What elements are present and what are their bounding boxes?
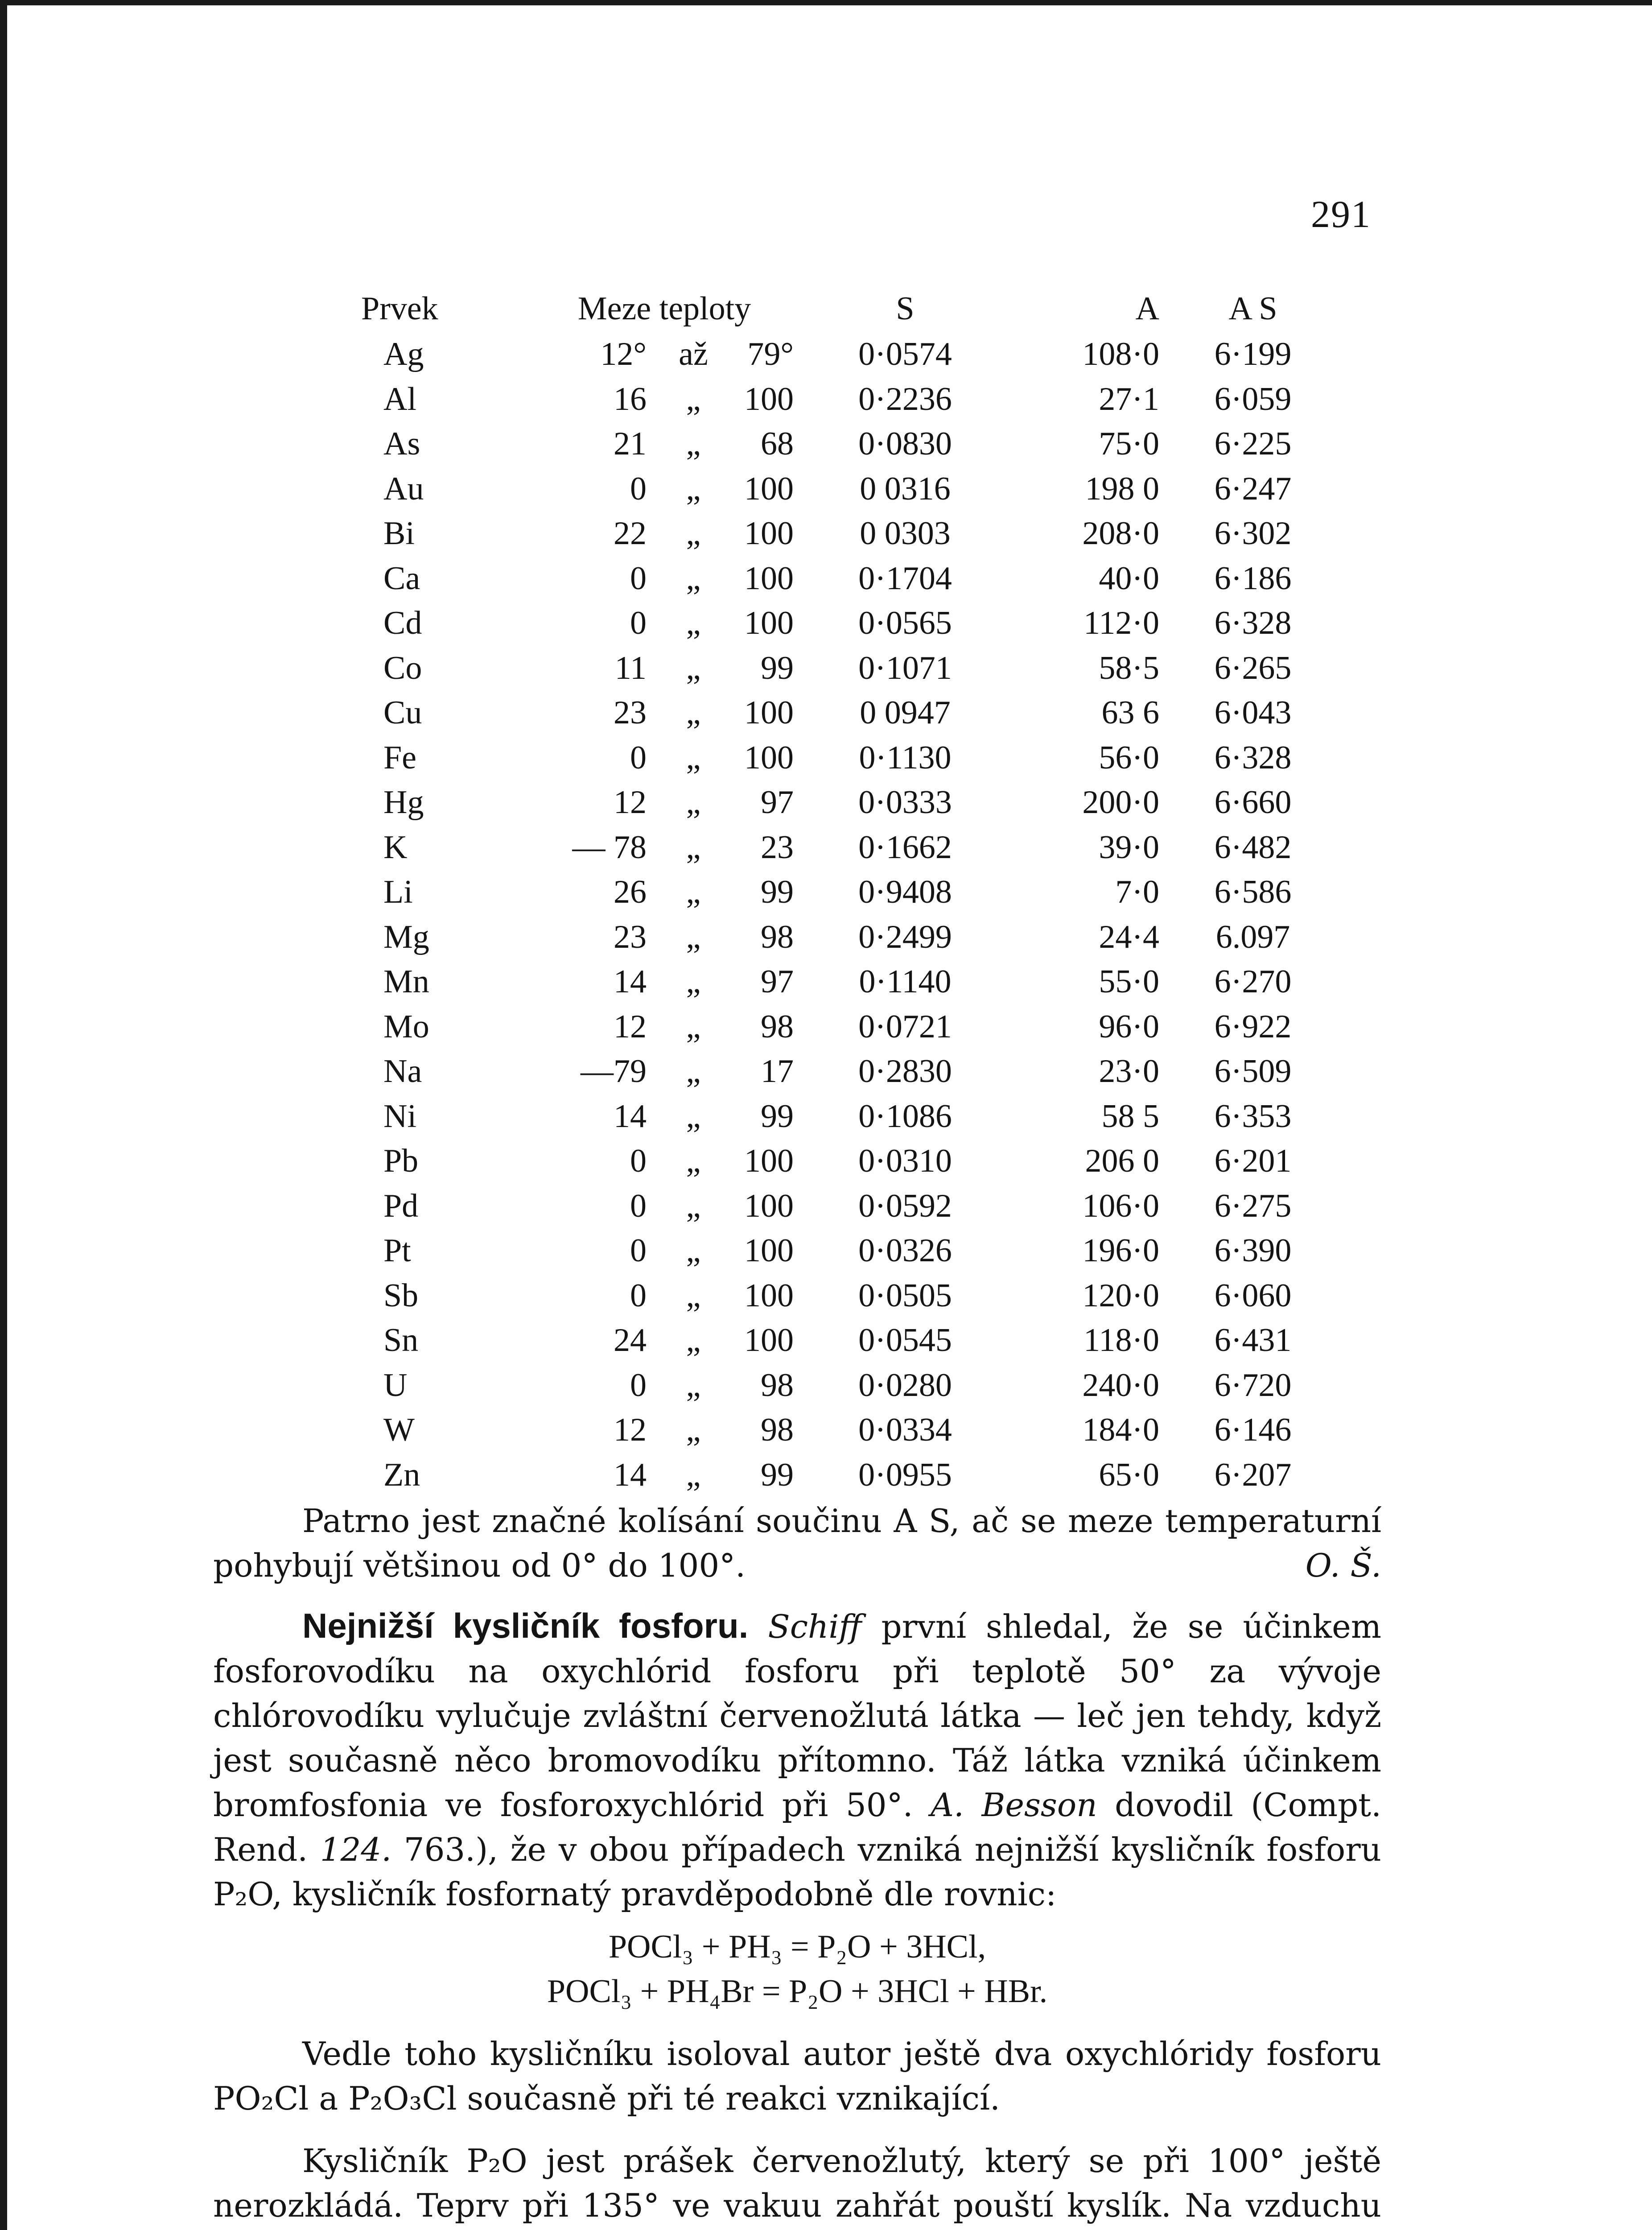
ditto-mark: „ bbox=[686, 1367, 701, 1404]
temp-high: 99 bbox=[761, 649, 794, 686]
atomic-heat: 6·060 bbox=[1214, 1277, 1292, 1314]
atomic-heat: 6.097 bbox=[1215, 918, 1290, 955]
table-row bbox=[339, 1318, 1333, 1363]
atomic-weight: 63 6 bbox=[1101, 694, 1159, 731]
table-row bbox=[339, 1049, 1333, 1094]
table-row bbox=[339, 1273, 1333, 1318]
atomic-weight: 198 0 bbox=[1085, 470, 1159, 507]
paragraph-lowest-oxide bbox=[213, 1603, 1381, 1916]
temp-high: 100 bbox=[744, 739, 794, 776]
specific-heat: 0·1130 bbox=[859, 739, 952, 776]
element-symbol: Hg bbox=[383, 784, 424, 821]
section-heading: Nejnižší kysličník fosforu. bbox=[302, 1606, 749, 1645]
ditto-mark: „ bbox=[686, 1322, 701, 1359]
atomic-heat: 6·275 bbox=[1214, 1187, 1292, 1224]
ditto-mark: „ bbox=[686, 739, 701, 776]
temp-low: 0 bbox=[630, 1367, 647, 1404]
ditto-mark: „ bbox=[686, 1053, 701, 1090]
ditto-mark: „ bbox=[686, 470, 701, 507]
paragraph-text: 763.), že v obou případech vzniká nejnižší kysličník fosforu P₂O, kysličník fosfornatý pravděpodobně dle rovnic: bbox=[213, 1831, 1382, 1913]
specific-heat: 0·0592 bbox=[858, 1187, 952, 1224]
header-element: Prvek bbox=[361, 290, 438, 327]
element-symbol: Fe bbox=[383, 739, 416, 776]
atomic-heat: 6·353 bbox=[1214, 1098, 1292, 1135]
temp-high: 97 bbox=[761, 784, 794, 821]
author-signature: O. Š. bbox=[1305, 1547, 1381, 1584]
author-besson: A. Besson bbox=[931, 1786, 1097, 1824]
temp-low: 11 bbox=[614, 649, 647, 686]
atomic-weight: 58·5 bbox=[1099, 649, 1159, 686]
temp-high: 100 bbox=[744, 380, 794, 417]
table-row bbox=[339, 1004, 1333, 1049]
atomic-heat: 6·482 bbox=[1214, 829, 1292, 866]
element-symbol: Pd bbox=[383, 1187, 419, 1224]
element-symbol: Bi bbox=[383, 515, 415, 552]
page-border-top bbox=[0, 0, 1652, 5]
element-symbol: Ca bbox=[383, 560, 420, 597]
temp-high: 23 bbox=[761, 829, 794, 866]
atomic-weight: 184·0 bbox=[1082, 1412, 1159, 1449]
specific-heat: 0·0326 bbox=[858, 1232, 952, 1269]
specific-heat: 0·1140 bbox=[859, 963, 952, 1000]
atomic-heat: 6·059 bbox=[1214, 380, 1292, 417]
element-symbol: Mg bbox=[383, 918, 429, 955]
specific-heat: 0·1662 bbox=[858, 829, 952, 866]
table-row bbox=[339, 1453, 1333, 1498]
specific-heat: 0·0565 bbox=[858, 605, 952, 642]
atomic-heat: 6·199 bbox=[1214, 336, 1292, 373]
ditto-mark: „ bbox=[686, 963, 701, 1000]
atomic-weight: 65·0 bbox=[1099, 1456, 1159, 1493]
atomic-heat: 6·922 bbox=[1214, 1008, 1292, 1045]
ditto-mark: „ bbox=[686, 694, 701, 731]
element-symbol: Pb bbox=[383, 1143, 419, 1180]
atomic-weight: 120·0 bbox=[1082, 1277, 1159, 1314]
paragraph-p2o-properties: Kysličník P₂O jest prášek červenožlutý, který se při 100° ještě nerozkládá. Teprv při 135° ve vakuu zahřát pouští kyslík. Na vzduchu bbox=[213, 2142, 1381, 2224]
specific-heat: 0·2830 bbox=[858, 1053, 952, 1090]
table-row bbox=[339, 735, 1333, 780]
specific-heat: 0·0505 bbox=[858, 1277, 952, 1314]
temp-high: 98 bbox=[761, 1008, 794, 1045]
author-schiff: Schiff bbox=[768, 1608, 862, 1645]
specific-heat: 0·2499 bbox=[858, 918, 952, 955]
specific-heat: 0·0334 bbox=[858, 1412, 952, 1449]
element-symbol: Li bbox=[383, 874, 413, 911]
element-symbol: K bbox=[383, 829, 408, 866]
ditto-mark: „ bbox=[686, 560, 701, 597]
element-symbol: As bbox=[383, 425, 420, 463]
atomic-heat: 6·186 bbox=[1214, 560, 1292, 597]
table-row bbox=[339, 870, 1333, 915]
temp-low: 23 bbox=[614, 694, 647, 731]
temp-low: 14 bbox=[614, 1456, 647, 1493]
header-temperature-range: Meze teploty bbox=[577, 290, 751, 327]
element-symbol: U bbox=[383, 1367, 408, 1404]
paragraph-text: první shledal, že se účinkem fosforovodíku na oxychlórid fosforu při teplotě 50° za vývoje chlórovodíku vylučuje zvláštní červenožlutá látka — leč jen tehdy, když jest současně něco bromovodíku přítomno. Táž látka vzniká účinkem bromfosfonia ve fosforoxychlórid při 50°. bbox=[213, 1608, 1381, 1824]
equation-2: POCl₃ + PH₄Br = P₂O + 3HCl + HBr. bbox=[547, 1973, 1048, 2010]
atomic-heat: 6·247 bbox=[1214, 470, 1292, 507]
temp-low: 14 bbox=[614, 963, 647, 1000]
temp-low: 26 bbox=[614, 874, 647, 911]
temp-low: 14 bbox=[614, 1098, 647, 1135]
atomic-weight: 7·0 bbox=[1115, 874, 1159, 911]
element-symbol: Au bbox=[383, 470, 424, 507]
element-symbol: W bbox=[383, 1412, 415, 1449]
atomic-heat: 6·720 bbox=[1214, 1367, 1292, 1404]
temp-high: 79° bbox=[747, 336, 794, 373]
ditto-mark: „ bbox=[686, 784, 701, 821]
atomic-heat: 6·225 bbox=[1214, 425, 1292, 463]
specific-heat: 0·1086 bbox=[858, 1098, 952, 1135]
temp-low: 0 bbox=[630, 1187, 647, 1224]
paragraph-oxychlorides: Vedle toho kysličníku isoloval autor ještě dva oxychlóridy fosforu PO₂Cl a P₂O₃Cl současně při té reakci vznikající. bbox=[213, 2035, 1381, 2117]
specific-heat: 0 0316 bbox=[860, 470, 951, 507]
element-symbol: Na bbox=[383, 1053, 422, 1090]
temp-high: 17 bbox=[761, 1053, 794, 1090]
ditto-mark: „ bbox=[686, 380, 701, 417]
atomic-weight: 96·0 bbox=[1099, 1008, 1159, 1045]
table-row bbox=[339, 1094, 1333, 1139]
element-symbol: Ni bbox=[383, 1098, 416, 1135]
table-row bbox=[339, 825, 1333, 870]
paragraph-text: Patrno jest značné kolísání součinu A S, ač se meze temperaturní pohybují většinou od 0° do 100°. bbox=[213, 1502, 1381, 1584]
temp-low: 23 bbox=[614, 918, 647, 955]
atomic-weight: 240·0 bbox=[1082, 1367, 1159, 1404]
specific-heat: 0·0280 bbox=[858, 1367, 952, 1404]
atomic-heat: 6·265 bbox=[1214, 649, 1292, 686]
temp-low: 12 bbox=[614, 784, 647, 821]
temp-high: 100 bbox=[744, 1232, 794, 1269]
table-row bbox=[339, 467, 1333, 512]
specific-heat: 0·9408 bbox=[858, 874, 952, 911]
temp-low: 12 bbox=[614, 1008, 647, 1045]
page-border-left bbox=[0, 0, 7, 2230]
atomic-weight: 56·0 bbox=[1099, 739, 1159, 776]
ditto-mark: „ bbox=[686, 605, 701, 642]
page-number: 291 bbox=[1311, 193, 1371, 235]
element-symbol: Pt bbox=[383, 1232, 411, 1269]
atomic-weight: 196·0 bbox=[1082, 1232, 1159, 1269]
ditto-mark: „ bbox=[686, 918, 701, 955]
table-row bbox=[339, 690, 1333, 735]
temp-low: 0 bbox=[630, 605, 647, 642]
element-symbol: Ag bbox=[383, 336, 424, 373]
atomic-weight: 206 0 bbox=[1085, 1143, 1159, 1180]
volume-number: 124. bbox=[320, 1831, 392, 1868]
table-row bbox=[339, 915, 1333, 960]
temp-low: — 78 bbox=[572, 829, 647, 866]
ditto-mark: „ bbox=[686, 1232, 701, 1269]
ditto-mark: „ bbox=[686, 1187, 701, 1224]
table-row bbox=[339, 646, 1333, 691]
atomic-heat: 6·270 bbox=[1214, 963, 1292, 1000]
atomic-heat: 6·328 bbox=[1214, 739, 1292, 776]
table-row bbox=[339, 780, 1333, 825]
atomic-heat: 6·660 bbox=[1214, 784, 1292, 821]
atomic-weight: 40·0 bbox=[1099, 560, 1159, 597]
atomic-heat: 6·390 bbox=[1214, 1232, 1292, 1269]
element-symbol: Sb bbox=[383, 1277, 419, 1314]
temp-low: 0 bbox=[630, 1232, 647, 1269]
element-symbol: Zn bbox=[383, 1456, 420, 1493]
paragraph-product-variation bbox=[213, 1499, 1381, 1588]
specific-heat: 0·0574 bbox=[858, 336, 952, 373]
temp-low: 22 bbox=[614, 515, 647, 552]
temp-high: 100 bbox=[744, 1322, 794, 1359]
atomic-weight: 118·0 bbox=[1083, 1322, 1159, 1359]
specific-heat: 0 0303 bbox=[860, 515, 951, 552]
temp-high: 97 bbox=[761, 963, 794, 1000]
specific-heat: 0·0955 bbox=[858, 1456, 952, 1493]
element-symbol: Cd bbox=[383, 605, 422, 642]
atomic-heat: 6·207 bbox=[1214, 1456, 1292, 1493]
temp-high: 98 bbox=[761, 918, 794, 955]
table-row bbox=[339, 1408, 1333, 1453]
table-row bbox=[339, 421, 1333, 467]
atomic-weight: 75·0 bbox=[1099, 425, 1159, 463]
element-symbol: Mo bbox=[383, 1008, 429, 1045]
atomic-heat: 6·509 bbox=[1214, 1053, 1292, 1090]
element-symbol: Al bbox=[383, 380, 416, 417]
atomic-weight: 108·0 bbox=[1082, 336, 1159, 373]
table-row bbox=[339, 1363, 1333, 1408]
temp-high: 100 bbox=[744, 560, 794, 597]
table-row bbox=[339, 1228, 1333, 1273]
ditto-mark: „ bbox=[686, 649, 701, 686]
element-symbol: Sn bbox=[383, 1322, 419, 1359]
atomic-weight: 55·0 bbox=[1099, 963, 1159, 1000]
specific-heat: 0·0830 bbox=[858, 425, 952, 463]
temp-high: 98 bbox=[761, 1367, 794, 1404]
ditto-mark: „ bbox=[686, 874, 701, 911]
temp-high: 100 bbox=[744, 470, 794, 507]
temp-low: 0 bbox=[630, 470, 647, 507]
temp-high: 100 bbox=[744, 1143, 794, 1180]
atomic-weight: 58 5 bbox=[1101, 1098, 1159, 1135]
table-row bbox=[339, 511, 1333, 556]
ditto-mark: „ bbox=[686, 1143, 701, 1180]
ditto-mark: „ bbox=[686, 425, 701, 463]
specific-heat: 0·0721 bbox=[858, 1008, 952, 1045]
header-as: A S bbox=[1228, 290, 1277, 327]
table-row bbox=[339, 1184, 1333, 1229]
table-row bbox=[339, 332, 1333, 377]
table-row bbox=[339, 556, 1333, 601]
atomic-weight: 27·1 bbox=[1099, 380, 1159, 417]
temp-low: 0 bbox=[630, 1143, 647, 1180]
specific-heat: 0·2236 bbox=[858, 380, 952, 417]
temp-high: 68 bbox=[761, 425, 794, 463]
specific-heat: 0·0333 bbox=[858, 784, 952, 821]
specific-heat: 0·0310 bbox=[858, 1143, 952, 1180]
table-body bbox=[339, 332, 1333, 1497]
temp-low: 0 bbox=[630, 560, 647, 597]
element-symbol: Co bbox=[383, 649, 422, 686]
atomic-heat: 6·043 bbox=[1214, 694, 1292, 731]
temp-high: 98 bbox=[761, 1412, 794, 1449]
atomic-heat: 6·431 bbox=[1214, 1322, 1292, 1359]
atomic-heat: 6·201 bbox=[1214, 1143, 1292, 1180]
ditto-mark: „ bbox=[686, 1412, 701, 1449]
temp-low: —79 bbox=[581, 1053, 647, 1090]
table-row bbox=[339, 1139, 1333, 1184]
table-row bbox=[339, 377, 1333, 422]
table-header-row bbox=[339, 285, 1333, 332]
temp-high: 99 bbox=[761, 1098, 794, 1135]
paragraph-text: dovodil (Compt. Rend. bbox=[213, 1786, 1381, 1868]
specific-heat: 0·0545 bbox=[858, 1322, 952, 1359]
ditto-mark: „ bbox=[686, 1277, 701, 1314]
atomic-weight: 23·0 bbox=[1099, 1053, 1159, 1090]
specific-heat: 0·1071 bbox=[858, 649, 952, 686]
temp-low: 0 bbox=[630, 739, 647, 776]
temp-low: 0 bbox=[630, 1277, 647, 1314]
specific-heat-table bbox=[339, 285, 1333, 1497]
table-row bbox=[339, 959, 1333, 1004]
table-row bbox=[339, 601, 1333, 646]
equation-1: POCl₃ + PH₃ = P₂O + 3HCl, bbox=[608, 1929, 986, 1965]
specific-heat: 0·1704 bbox=[858, 560, 952, 597]
temp-low: 24 bbox=[614, 1322, 647, 1359]
temp-low: 21 bbox=[614, 425, 647, 463]
ditto-mark: až bbox=[679, 336, 708, 373]
temp-high: 99 bbox=[761, 1456, 794, 1493]
temp-high: 100 bbox=[744, 694, 794, 731]
ditto-mark: „ bbox=[686, 1456, 701, 1493]
temp-high: 99 bbox=[761, 874, 794, 911]
atomic-heat: 6·328 bbox=[1214, 605, 1292, 642]
element-symbol: Cu bbox=[383, 694, 422, 731]
specific-heat: 0 0947 bbox=[860, 694, 951, 731]
temp-high: 100 bbox=[744, 605, 794, 642]
atomic-weight: 112·0 bbox=[1083, 605, 1159, 642]
atomic-weight: 39·0 bbox=[1099, 829, 1159, 866]
atomic-weight: 106·0 bbox=[1082, 1187, 1159, 1224]
atomic-heat: 6·146 bbox=[1214, 1412, 1292, 1449]
ditto-mark: „ bbox=[686, 515, 701, 552]
element-symbol: Mn bbox=[383, 963, 429, 1000]
temp-low: 12 bbox=[614, 1412, 647, 1449]
ditto-mark: „ bbox=[686, 1098, 701, 1135]
header-a: A bbox=[1135, 290, 1159, 327]
temp-low: 16 bbox=[614, 380, 647, 417]
temp-high: 100 bbox=[744, 1277, 794, 1314]
ditto-mark: „ bbox=[686, 1008, 701, 1045]
atomic-weight: 200·0 bbox=[1082, 784, 1159, 821]
atomic-heat: 6·586 bbox=[1214, 874, 1292, 911]
temp-high: 100 bbox=[744, 1187, 794, 1224]
atomic-heat: 6·302 bbox=[1214, 515, 1292, 552]
temp-low: 12° bbox=[600, 336, 647, 373]
atomic-weight: 24·4 bbox=[1099, 918, 1159, 955]
atomic-weight: 208·0 bbox=[1082, 515, 1159, 552]
header-s: S bbox=[896, 290, 915, 327]
ditto-mark: „ bbox=[686, 829, 701, 866]
temp-high: 100 bbox=[744, 515, 794, 552]
